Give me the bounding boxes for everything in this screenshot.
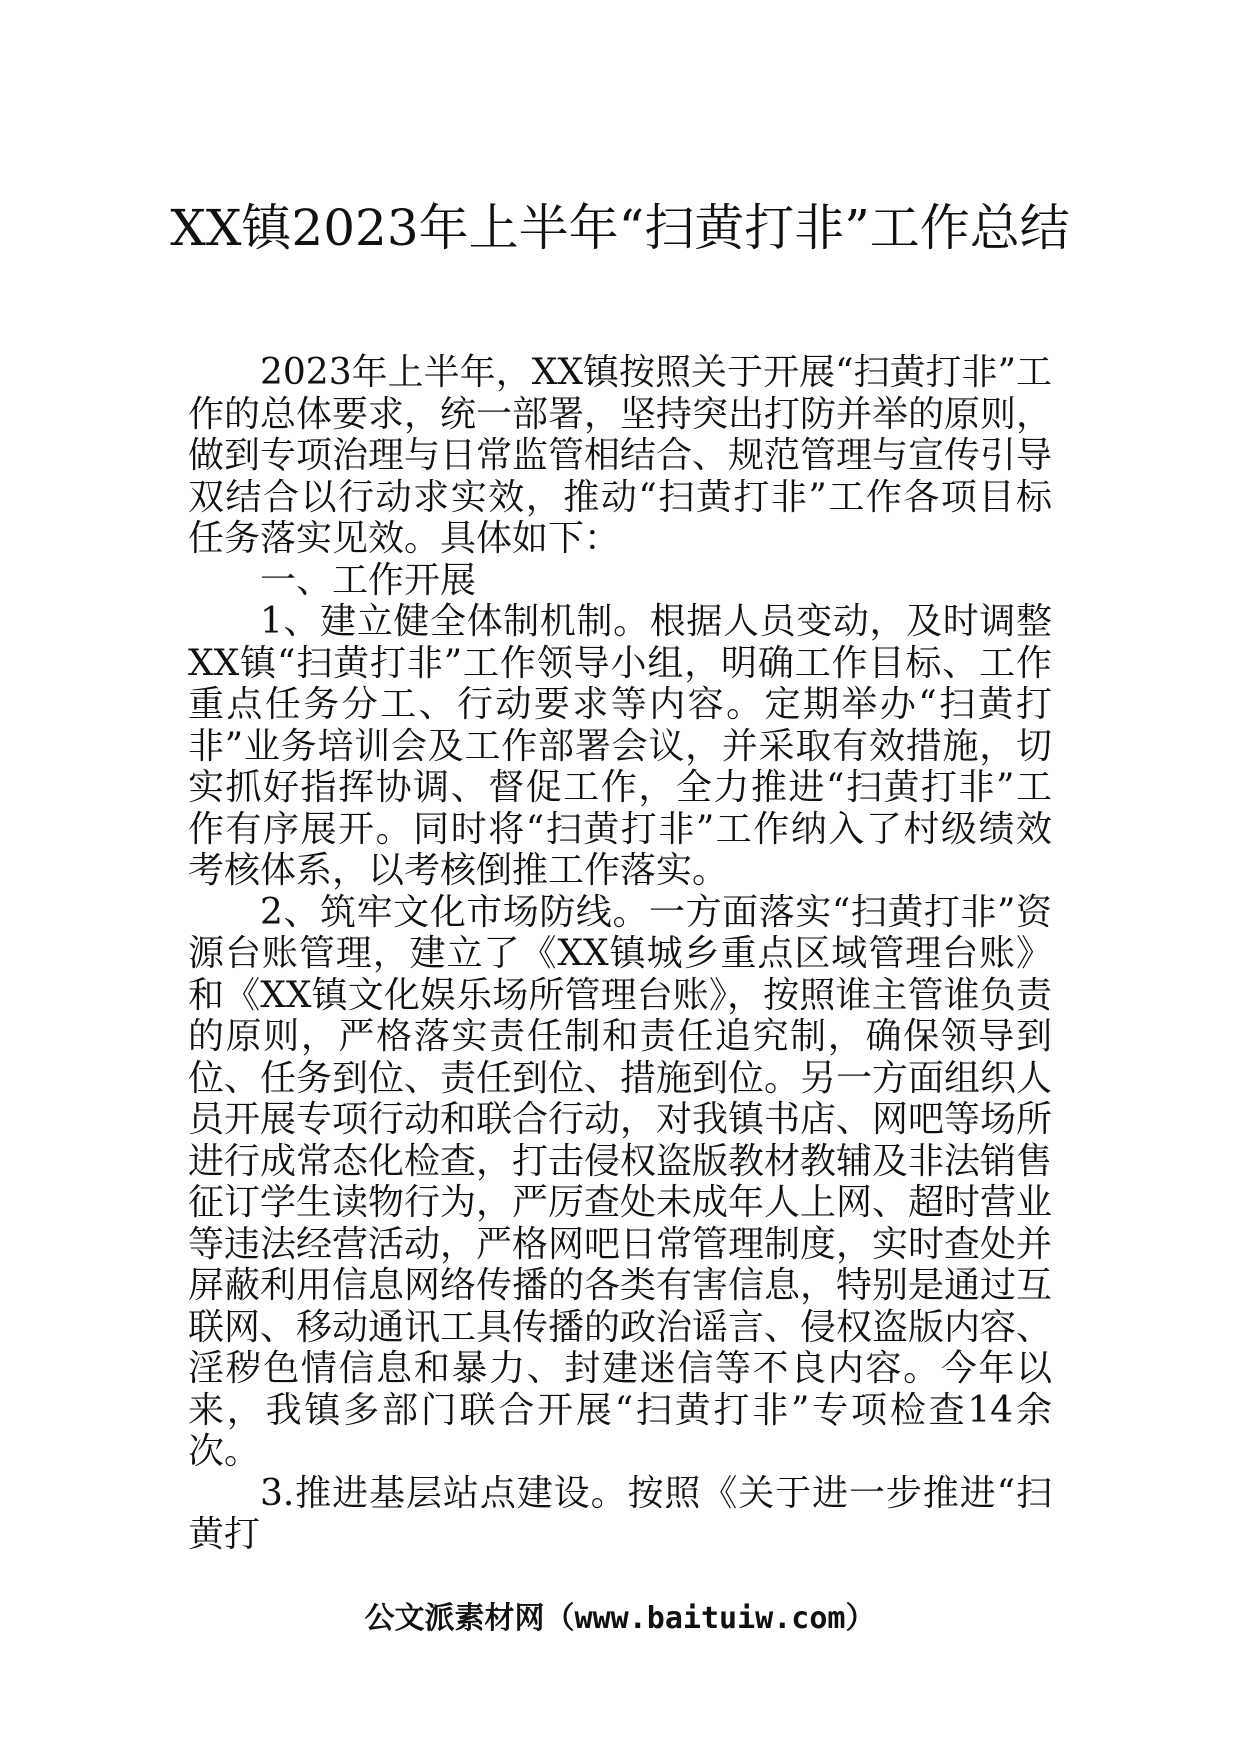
document-title: XX镇2023年上半年“扫黄打非”工作总结 (170, 199, 1070, 257)
section-heading: 一、工作开展 (260, 559, 477, 601)
footer-watermark: 公文派素材网（www.baituiw.com） (364, 1601, 876, 1636)
paragraph-2: 2、筑牢文化市场防线。一方面落实“扫黄打非”资源台账管理，建立了《XX镇城乡重点区域管理台账》和《XX镇文化娱乐场所管理台账》，按照谁主管谁负责的原则，严格落实责任制和责任追究制，确保领导到位、任务到位、责任到位、措施到位。另一方面组织人员开展专项行动和联合行动，对我镇书店、网吧等场所进行成常态化检查，打击侵权盗版教材教辅及非法销售征订学生读物行为，严厉查处未成年人上网、超时营业等违法经营活动，严格网吧日常管理制度，实时查处并屏蔽利用信息网络传播的各类有害信息，特别是通过互联网、移动通讯工具传播的政治谣言、侵权盗版内容、淫秽色情信息和暴力、封建迷信等不良内容。今年以来，我镇多部门联合开展“扫黄打非”专项检查14余次。 (188, 891, 1053, 1472)
document-body (188, 352, 1052, 1556)
paragraph-3: 3.推进基层站点建设。按照《关于进一步推进“扫黄打 (188, 1472, 1052, 1555)
paragraph-1: 1、建立健全体制机制。根据人员变动，及时调整XX镇“扫黄打非”工作领导小组，明确工作目标、工作重点任务分工、行动要求等内容。定期举办“扫黄打非”业务培训会及工作部署会议，并采取有效措施，切实抓好指挥协调、督促工作，全力推进“扫黄打非”工作有序展开。同时将“扫黄打非”工作纳入了村级绩效考核体系，以考核倒推工作落实。 (188, 601, 1052, 891)
intro-paragraph: 2023年上半年，XX镇按照关于开展“扫黄打非”工作的总体要求，统一部署，坚持突出打防并举的原则，做到专项治理与日常监管相结合、规范管理与宣传引导双结合以行动求实效，推动“扫黄打非”工作各项目标任务落实见效。具体如下： (188, 352, 1053, 559)
